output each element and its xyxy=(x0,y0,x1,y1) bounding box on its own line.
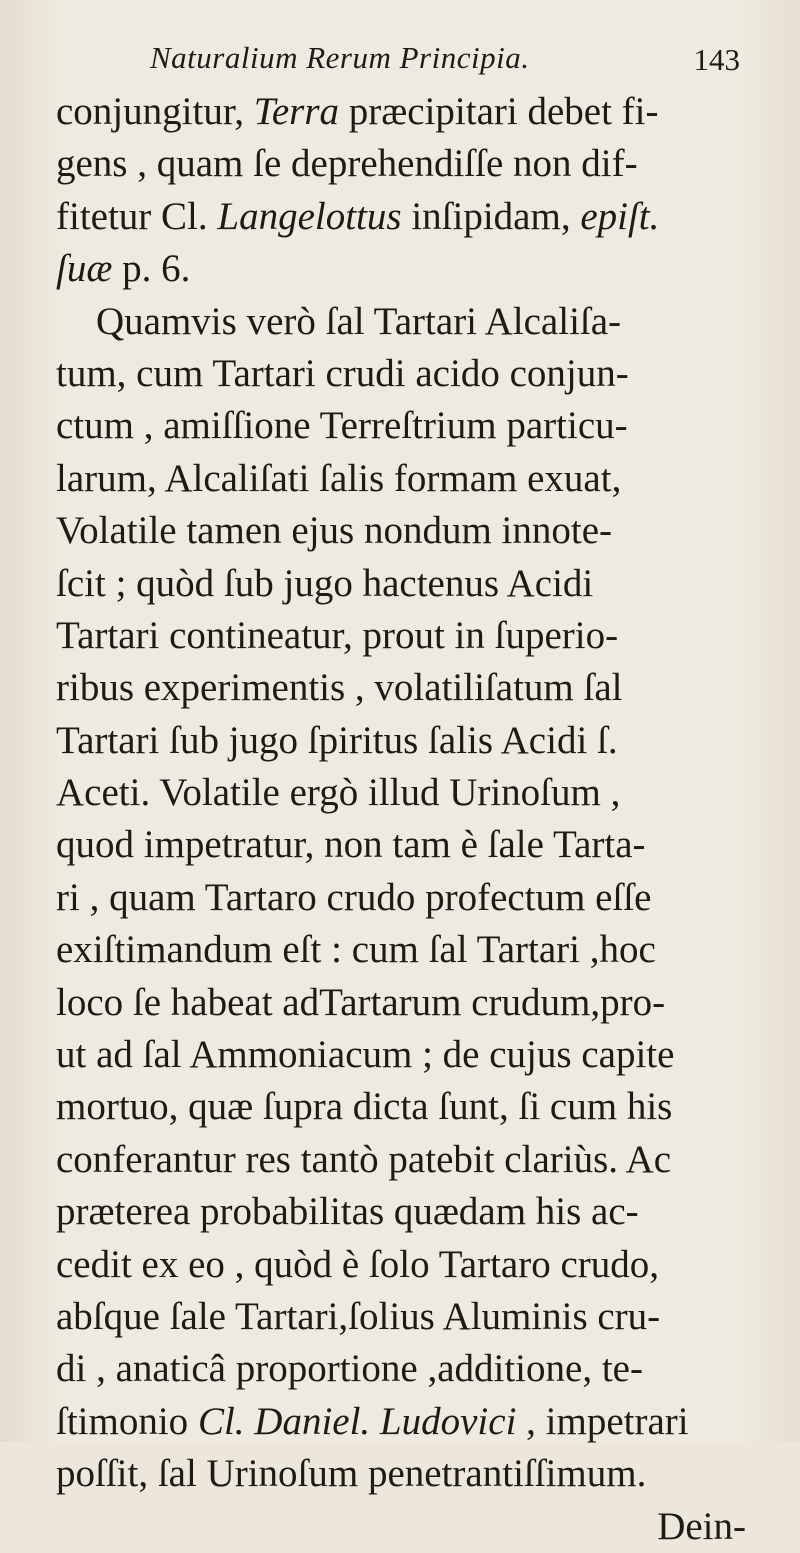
text-segment: mortuo, quæ ſupra dicta ſunt, ſi cum his xyxy=(56,1085,673,1129)
text-segment: tum, cum Tartari crudi acido conjun- xyxy=(56,351,629,395)
italic-segment: ſuæ xyxy=(56,247,113,291)
text-line xyxy=(56,400,766,452)
text-segment: p. 6. xyxy=(112,247,191,291)
italic-segment: Cl. Daniel. Ludovici xyxy=(197,1399,517,1443)
text-line xyxy=(56,1239,766,1291)
text-segment: Tartari ſub jugo ſpiritus ſalis Acidi ſ. xyxy=(56,718,618,762)
italic-segment: Terra xyxy=(253,90,340,133)
text-segment: Dein- xyxy=(657,1504,746,1548)
text-line xyxy=(56,243,766,295)
page-number: 143 xyxy=(693,42,740,77)
text-segment: quod impetratur, non tam è ſale Tarta- xyxy=(56,823,646,867)
text-line xyxy=(56,610,766,662)
text-line xyxy=(56,977,766,1029)
text-segment: loco ſe habeat adTartarum crudum,pro- xyxy=(56,980,666,1024)
text-line xyxy=(56,191,766,243)
running-title: Naturalium Rerum Principia. xyxy=(150,40,530,75)
text-segment: ſcit ; quòd ſub jugo hactenus Acidi xyxy=(56,561,594,605)
text-line xyxy=(56,505,766,557)
text-segment: fitetur Cl. xyxy=(56,194,218,238)
text-segment: di , anaticâ proportione ,additione, te- xyxy=(56,1347,643,1391)
catchword xyxy=(56,1501,766,1553)
text-segment: ſtimonio xyxy=(56,1399,198,1443)
text-segment: ctum , amiſſione Terreſtrium particu- xyxy=(56,404,628,448)
page-header xyxy=(150,34,750,84)
text-segment: Aceti. Volatile ergò illud Urinoſum , xyxy=(56,771,621,815)
text-segment: præterea probabilitas quædam his ac- xyxy=(56,1190,639,1234)
text-line xyxy=(56,1134,766,1186)
italic-segment: epiſt. xyxy=(580,194,660,238)
text-segment: præcipitari debet fi- xyxy=(339,90,659,133)
text-line xyxy=(56,296,766,348)
text-line xyxy=(56,767,766,819)
text-segment: abſque ſale Tartari,ſolius Aluminis cru- xyxy=(56,1294,661,1338)
text-segment: ri , quam Tartaro crudo profectum eſſe xyxy=(56,875,652,919)
text-line xyxy=(56,1448,766,1500)
body-text xyxy=(56,86,766,1553)
text-segment: conferantur res tantò patebit clariùs. Ac xyxy=(56,1137,672,1181)
text-segment: ribus experimentis , volatiliſatum ſal xyxy=(56,666,623,710)
text-line xyxy=(56,924,766,976)
text-line xyxy=(56,715,766,767)
text-line xyxy=(56,1343,766,1395)
text-line xyxy=(56,1186,766,1238)
text-line xyxy=(56,662,766,714)
text-segment: exiſtimandum eſt : cum ſal Tartari ,hoc xyxy=(56,928,656,972)
text-segment: conjungitur, xyxy=(56,90,254,133)
text-line xyxy=(56,872,766,924)
text-segment: larum, Alcaliſati ſalis formam exuat, xyxy=(56,456,622,500)
text-segment: gens , quam ſe deprehendiſſe non dif- xyxy=(56,142,638,186)
text-line xyxy=(56,819,766,871)
text-line xyxy=(56,1291,766,1343)
text-line xyxy=(56,558,766,610)
text-line xyxy=(56,86,766,138)
text-line xyxy=(56,453,766,505)
text-segment: ut ad ſal Ammoniacum ; de cujus capite xyxy=(56,1033,675,1077)
text-segment: Volatile tamen ejus nondum innote- xyxy=(56,509,613,553)
text-segment: cedit ex eo , quòd è ſolo Tartaro crudo, xyxy=(56,1242,660,1286)
text-segment: poſſit, ſal Urinoſum penetrantiſſimum. xyxy=(56,1452,647,1496)
text-segment: Tartari contineatur, prout in ſuperio- xyxy=(56,613,619,657)
text-line xyxy=(56,138,766,190)
text-segment: , impetrari xyxy=(516,1399,689,1443)
text-segment: inſipidam, xyxy=(401,194,581,238)
text-line xyxy=(56,1396,766,1448)
text-line xyxy=(56,1029,766,1081)
text-line xyxy=(56,1081,766,1133)
italic-segment: Langelottus xyxy=(217,194,402,238)
text-line xyxy=(56,348,766,400)
text-segment: Quamvis verò ſal Tartari Alcaliſa- xyxy=(96,299,622,343)
